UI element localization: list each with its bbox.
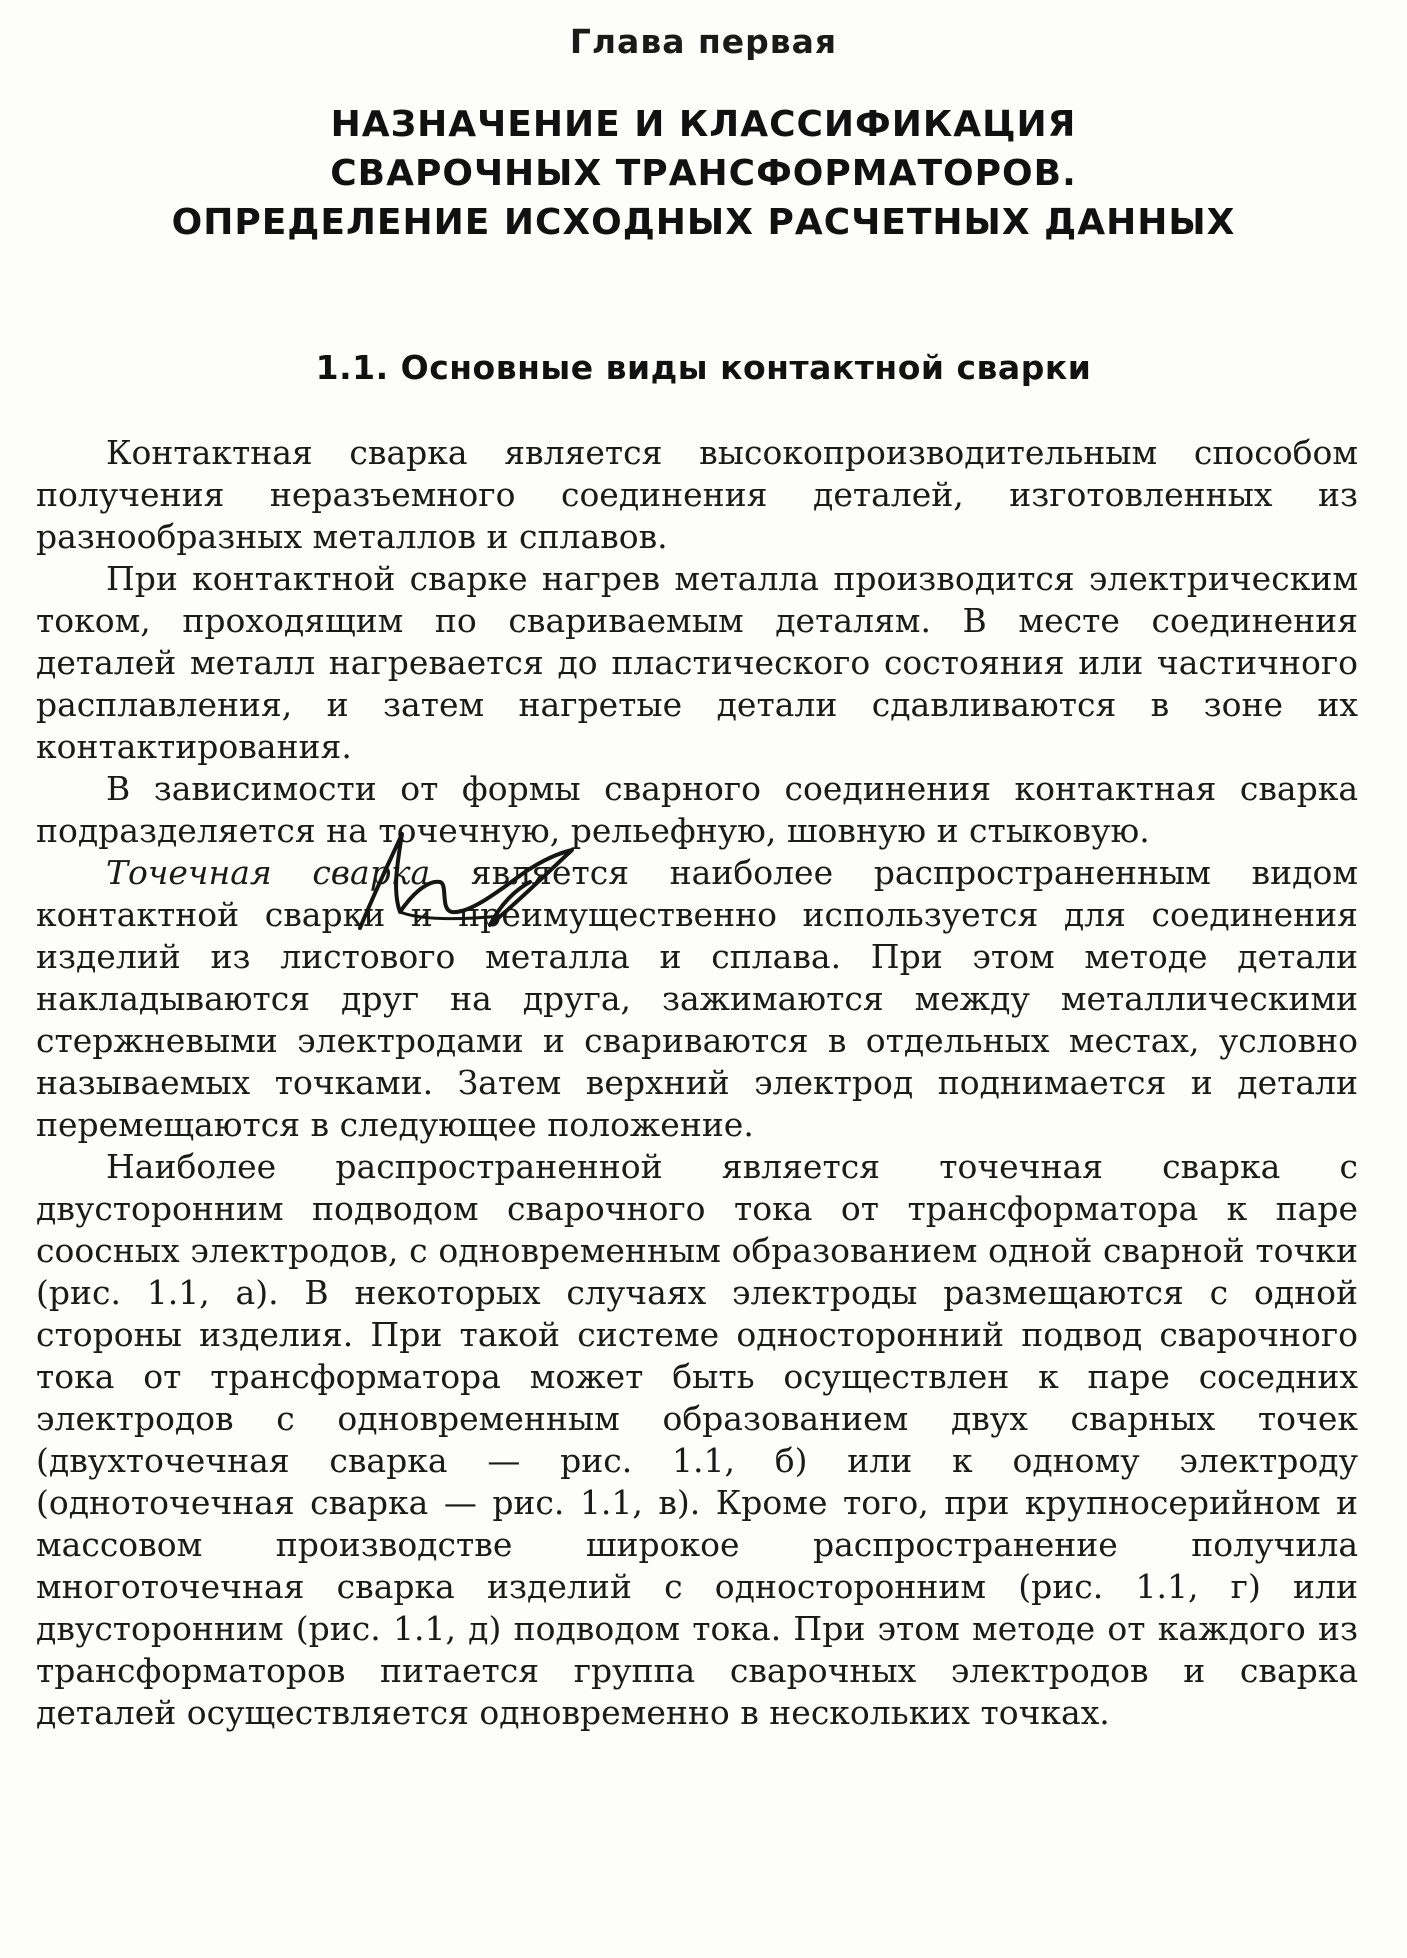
- chapter-title-line-1: НАЗНАЧЕНИЕ И КЛАССИФИКАЦИЯ: [330, 104, 1077, 145]
- chapter-title-line-2: СВАРОЧНЫХ ТРАНСФОРМАТОРОВ.: [330, 153, 1077, 194]
- paragraph-4-text: является наиболее распространенным видом контактной сварки и преимущественно используется для соединения изделий из листового металла и сплава. При этом методе детали накладываются друг на друга, зажимаются между металлическими стержневыми электродами и свариваются в отдельных местах, условно называемых точками. Затем верхний электрод поднимается и детали перемещаются в следующее положение.: [36, 853, 1358, 1144]
- chapter-label: Глава первая: [569, 22, 838, 61]
- paragraph-1: Контактная сварка является высокопроизводительным способом получения неразъемного соединения деталей, изготовленных из разнообразных металлов и сплавов.: [36, 433, 1358, 556]
- section-heading: 1.1. Основные виды контактной сварки: [315, 348, 1092, 387]
- paragraph-4: [36, 852, 1358, 1146]
- body-text: [36, 432, 1358, 1734]
- term-spot-welding: Точечная сварка: [106, 853, 431, 892]
- paragraph-3: В зависимости от формы сварного соединения контактная сварка подразделяется на точечную, рельефную, шовную и стыковую.: [36, 769, 1358, 850]
- paragraph-2: При контактной сварке нагрев металла производится электрическим током, проходящим по свариваемым деталям. В месте соединения деталей металл нагревается до пластического состояния или частичного расплавления, и затем нагретые детали сдавливаются в зоне их контактирования.: [36, 559, 1358, 766]
- paragraph-5: Наиболее распространенной является точечная сварка с двусторонним подводом сварочного тока от трансформатора к паре соосных электродов, с одновременным образованием одной сварной точки (рис. 1.1, а). В некоторых случаях электроды размещаются с одной стороны изделия. При такой системе односторонний подвод сварочного тока от трансформатора может быть осуществлен к паре соседних электродов с одновременным образованием двух сварных точек (двухточечная сварка — рис. 1.1, б) или к одному электроду (одноточечная сварка — рис. 1.1, в). Кроме того, при крупносерийном и массовом производстве широкое распространение получила многоточечная сварка изделий с односторонним (рис. 1.1, г) или двусторонним (рис. 1.1, д) подводом тока. При этом методе от каждого из трансформаторов питается группа сварочных электродов и сварка деталей осуществляется одновременно в нескольких точках.: [36, 1147, 1358, 1732]
- chapter-title: [0, 100, 1407, 247]
- chapter-title-line-3: ОПРЕДЕЛЕНИЕ ИСХОДНЫХ РАСЧЕТНЫХ ДАННЫХ: [171, 202, 1236, 243]
